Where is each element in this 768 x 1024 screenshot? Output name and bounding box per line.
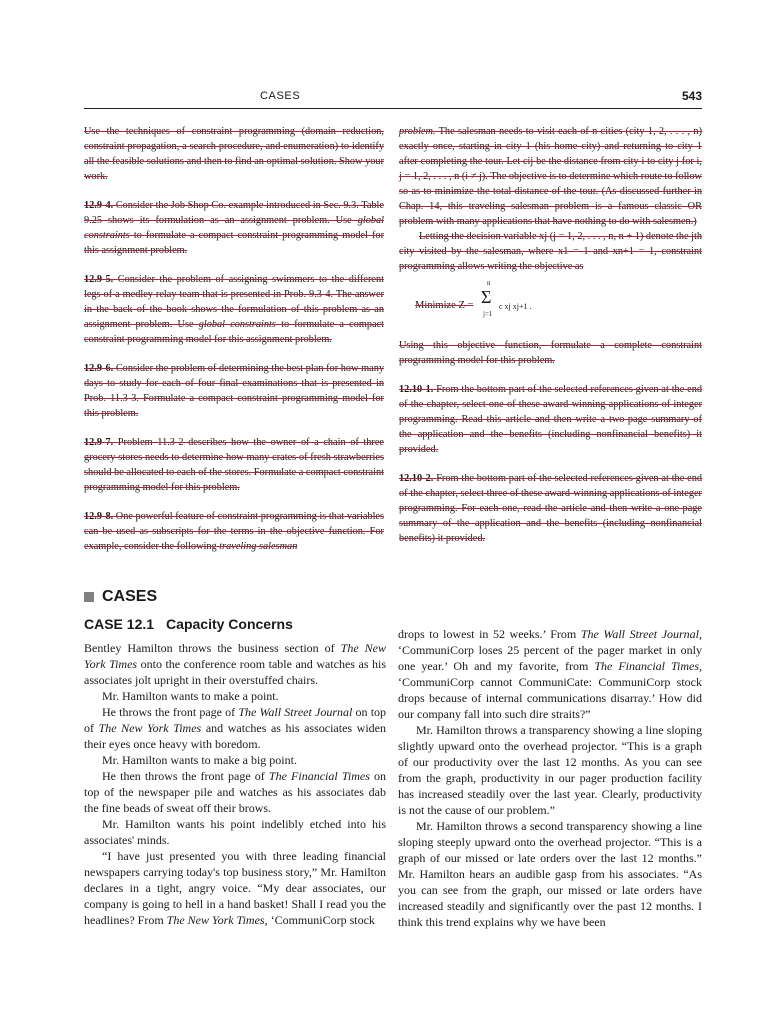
square-bullet-icon bbox=[84, 592, 94, 602]
page-number: 543 bbox=[681, 89, 702, 103]
case-body-left-column bbox=[84, 640, 386, 928]
case-paragraph: He throws the front page of The Wall Street Journal on top of The New York Times and watches as his associates widen their eyes once heavy with boredom. bbox=[84, 705, 387, 751]
case-paragraph: Mr. Hamilton throws a transparency showing a line sloping slightly upward onto the overhead projector. “This is a graph of our productivity over the last 12 months. As you can see from the graph, productivity in our pager production facility has increased steadily over the last year. Clearly, productivity is not the cause of our problem.” bbox=[398, 723, 702, 817]
case-heading bbox=[84, 616, 293, 632]
problem-12-9-8: 12.9-8. One powerful feature of constraint programming is that variables can be used as subscripts for the terms in the objective function. For example, consider the following traveling salesman bbox=[84, 511, 385, 552]
problem-12-9-8-continued: problem. The salesman needs to visit each of n cities (city 1, 2, . . . , n) exactly once, starting in city 1 (his home city) and returning to city 1 after completing the tour. Let cij be the distance from city i to city j for i, j = 1, 2, . . . , n (i ≠ j). The objective is to determine which route to follow so as to minimize the total distance of the tour. (As discussed further in Chap. 14, this traveling salesman problem is a famous classic OR problem with many applications that have nothing to do with salesmen.) Letting the decision variable xj (j = 1, 2, . . . , n, n + 1) denote the jth city visited by the salesman, where x1 = 1 and xn+1 = 1, constraint programming allows writing the objective as bbox=[399, 126, 702, 272]
problem-12-10-1: 12.10-1. From the bottom part of the selected references given at the end of the chapter, select one of these award-winning applications of integer programming. Read this article and then write a two-page summary of the application and the benefits (including nonfinancial benefits) it provided. bbox=[399, 384, 702, 455]
case-paragraph: He then throws the front page of The Financial Times on top of the newspaper pile and watches as his associates dab the fine beads of sweat off their brows. bbox=[84, 769, 387, 815]
problem-12-10-2: 12.10-2. From the bottom part of the selected references given at the end of the chapter, select three of these award-winning applications of integer programming. For each one, read the article and then write a one-page summary of the application and the benefits (including nonfinancial benefits) it provided. bbox=[399, 473, 702, 544]
problems-right-column bbox=[399, 124, 702, 560]
problems-left-column bbox=[84, 124, 384, 554]
objective-formula: Minimize Z = n Σ j=1 c xj xj+1 . bbox=[415, 279, 532, 318]
case-number: CASE 12.1 bbox=[84, 616, 155, 632]
case-body-right-column bbox=[398, 626, 702, 930]
case-paragraph: Mr. Hamilton wants his point indelibly etched into his associates' minds. bbox=[84, 817, 386, 847]
header-rule bbox=[84, 108, 702, 109]
case-paragraph: Mr. Hamilton wants to make a point. bbox=[102, 689, 279, 703]
case-paragraph: drops to lowest in 52 weeks.’ From The Wall Street Journal, ‘CommuniCorp loses 25 percent of the pager market in only one year.’ Oh and my favorite, from The Financial Times, ‘CommuniCorp cannot CommuniCate: CommuniCorp stock drops because of internal communications disarray.’ How did our company fall into such dire straits?” bbox=[398, 627, 703, 721]
case-paragraph: Bentley Hamilton throws the business section of The New York Times onto the conference room table and watches as his associates jolt upright in their overstuffed chairs. bbox=[84, 641, 387, 687]
cases-section-title: CASES bbox=[84, 588, 157, 606]
case-title: Capacity Concerns bbox=[166, 616, 293, 632]
problem-formulate-complete: Using this objective function, formulate a complete constraint programming model for this problem. bbox=[399, 340, 702, 366]
problem-12-9-4: 12.9-4. Consider the Job Shop Co. example introduced in Sec. 9.3. Table 9.25 shows its formulation as an assignment problem. Use global constraints to formulate a compact constraint programming model for this assignment problem. bbox=[84, 200, 385, 256]
running-header bbox=[84, 88, 702, 108]
case-paragraph: Mr. Hamilton wants to make a big point. bbox=[102, 753, 297, 767]
running-head: CASES bbox=[260, 90, 301, 102]
problem-12-9-5: 12.9-5. Consider the problem of assigning swimmers to the different legs of a medley relay team that is presented in Prob. 9.3-4. The answer in the back of the book shows the formulation of this problem as an assignment problem. Use global constraints to formulate a compact constraint programming model for this assignment problem. bbox=[84, 274, 385, 345]
problem-12-9-6: 12.9-6. Consider the problem of determining the best plan for how many days to study for each of four final examinations that is presented in Prob. 11.3-3. Formulate a compact constraint programming model for this problem. bbox=[84, 363, 384, 419]
problem-continuation: Use the techniques of constraint programming (domain reduction, constraint propagation, a search procedure, and enumeration) to identify all the feasible solutions and then to find an optimal solution. Show your work. bbox=[84, 126, 384, 182]
case-paragraph: Mr. Hamilton throws a second transparency showing a line sloping steeply upward onto the overhead projector. “This is a graph of our missed or late orders over the last 12 months.” Mr. Hamilton hears an audible gasp from his associates. “As you can see from the graph, our missed or late orders have increased steadily and significantly over the past 12 months. I think this trend explains why we have been bbox=[398, 819, 702, 929]
case-paragraph: “I have just presented you with three leading financial newspapers carrying today's top business story,” Mr. Hamilton declares in a tight, angry voice. “My dear associates, our company is going to hell in a hand basket! Shall I read you the headlines? From The New York Times, ‘CommuniCorp stock bbox=[84, 849, 386, 927]
problem-12-9-7: 12.9-7. Problem 11.3-2 describes how the owner of a chain of three grocery stores needs to determine how many crates of fresh strawberries should be allocated to each of the stores. Formulate a compact constraint programming model for this problem. bbox=[84, 437, 385, 493]
